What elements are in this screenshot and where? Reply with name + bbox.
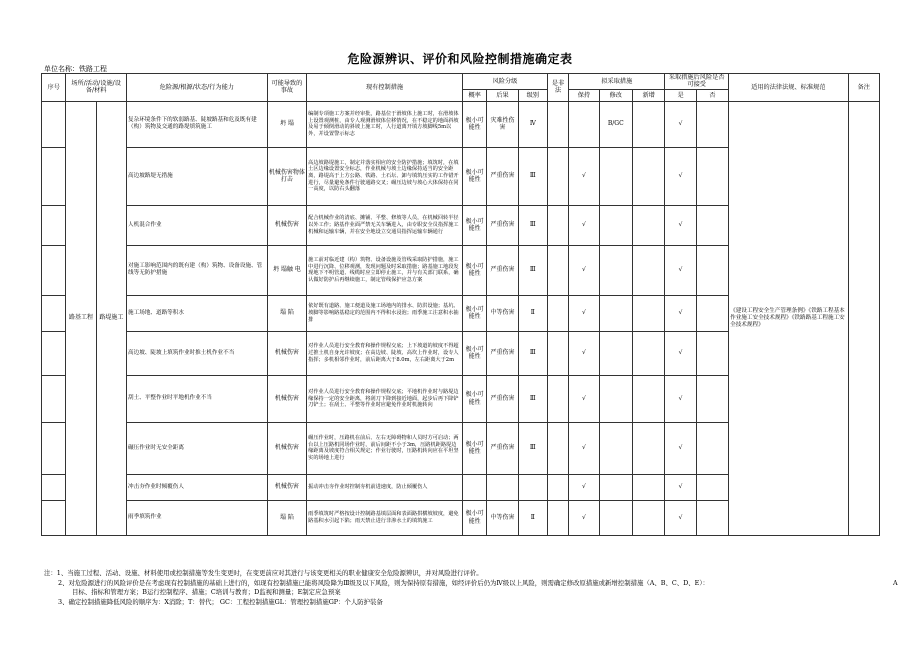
keep-cell: √ xyxy=(569,205,599,245)
header-risk: 风险分级 xyxy=(463,74,548,90)
level-cell: Ⅱ xyxy=(518,500,547,535)
hazard-cell: 对施工影响范围内的既有建（构）筑物、设备设施、管线等无防护措施 xyxy=(127,245,268,295)
hazard-cell: 施工场地、道路等积水 xyxy=(127,295,268,331)
add-cell xyxy=(632,500,664,535)
note-1: 注：1、当施工过程、活动、设施、材料使用或控制措施等发生变更时，在变更前应对其进行与该变更相关的职业健康安全危险源辨识，并对风险进行评价。 xyxy=(44,569,483,577)
header-add: 新增 xyxy=(632,89,664,101)
prob-cell: 极小可能性 xyxy=(463,375,487,422)
note-2-cont: 目标、指标和管理方案；B运行控制程序、措施；C培训与教育；D监视和测量；E制定应急预案 xyxy=(72,588,341,597)
yes-cell: √ xyxy=(665,422,696,474)
controls-cell: 高边坡路堤施工，制定并落实相应的安全防护措施；填筑时，在填土区边缘设置安全标志，作业机械与坡土边缘保持适当的安全距离，路堤高于上方公路、铁路、土石坛、卸与填筑压实的工作错开进行，尽量避免条件行驶通路交叉；碾压边坡与坡心大体保持在同一高度，以防右头翻落 xyxy=(307,147,463,205)
yes-cell: √ xyxy=(665,147,696,205)
header-accident: 可能导致的事故 xyxy=(267,74,306,102)
accident-cell: 机械伤害 xyxy=(267,375,306,422)
prob-cell: 极小可能性 xyxy=(463,101,487,147)
accident-cell: 塌 陷 xyxy=(267,500,306,535)
prob-cell: 极小可能性 xyxy=(463,331,487,375)
keep-cell: √ xyxy=(569,474,599,500)
consequence-cell xyxy=(487,474,518,500)
modify-cell xyxy=(599,474,632,500)
hazard-cell: 冲击夯作业时倾覆伤人 xyxy=(127,474,268,500)
prob-cell: 极小可能性 xyxy=(463,295,487,331)
note-3: 3、确定控制措施降低风险的顺序为：X消除；T：替代； GC：工程控制措施GL：管理控制措施GP：个人防护装备 xyxy=(58,597,383,606)
hazard-cell: 高边坡路堤无措施 xyxy=(127,147,268,205)
yes-cell: √ xyxy=(665,245,696,295)
unit-label: 单位名称：铁路工程 xyxy=(44,65,107,73)
level-cell xyxy=(518,474,547,500)
add-cell xyxy=(632,375,664,422)
consequence-cell: 严重伤害 xyxy=(487,205,518,245)
accident-cell: 坍 塌 xyxy=(267,101,306,147)
note-2: 2、对危险源进行的风险评价是在考虑现有控制措施的基础上进行的，如现有控制措施已能将风险降为Ⅲ级及以下风险，则为保持原有措施，如经评价后仍为Ⅳ级以上风险，则需确定修改原措施或新增控制措施（A、B、C、D、E）： xyxy=(58,578,709,587)
yes-cell: √ xyxy=(665,474,696,500)
consequence-cell: 严重伤害 xyxy=(487,147,518,205)
controls-cell: 配合机械作业的清底、摊铺、平整、修坡等人员，在机械回转半径以外工作；路基作业面严禁无关车辆进入，由专职安全员指挥施工机械和运输车辆，并在安全地设立交通员指挥运输车辆通行 xyxy=(307,205,463,245)
yes-cell: √ xyxy=(665,295,696,331)
add-cell xyxy=(632,331,664,375)
accident-cell: 坍 塌触 电 xyxy=(267,245,306,295)
no-cell xyxy=(696,500,728,535)
no-cell xyxy=(696,205,728,245)
is-not-cell xyxy=(547,101,568,147)
yes-cell: √ xyxy=(665,101,696,147)
controls-cell: 对作业人员进行安全教育和操作规程交底；平地机作业时与路堤边缘保持一定的安全距离，将刮刀下降到接近地面，起步后再下降铲刀铲土；在刮土、平整等作业时应避免作业时机施转向 xyxy=(307,375,463,422)
header-seq: 序号 xyxy=(42,74,66,102)
accident-cell: 机械伤害物体打击 xyxy=(267,147,306,205)
controls-cell: 雨季填筑时严格按设计控制路基填层面和表面路拱横坡坡度，避免路基积水引起下陷；雨天禁止进行非渗水土的填筑施工 xyxy=(307,500,463,535)
row-number xyxy=(42,205,66,245)
no-cell xyxy=(696,245,728,295)
is-not-cell xyxy=(547,375,568,422)
keep-cell: √ xyxy=(569,375,599,422)
is-not-cell xyxy=(547,245,568,295)
header-keep: 保持 xyxy=(569,89,599,101)
row-number xyxy=(42,245,66,295)
no-cell xyxy=(696,422,728,474)
row-number xyxy=(42,500,66,535)
level-cell: Ⅲ xyxy=(518,422,547,474)
keep-cell: √ xyxy=(569,422,599,474)
header-prob: 概率 xyxy=(463,89,487,101)
no-cell xyxy=(696,375,728,422)
modify-cell: B/GC xyxy=(599,101,632,147)
header-is-not: 是非法 xyxy=(547,74,568,102)
consequence-cell: 灾难性伤害 xyxy=(487,101,518,147)
modify-cell xyxy=(599,375,632,422)
hazard-cell: 复杂环境条件下的软弱路基、陡坡路基和危及既有建（构）筑物及交通的路堤填筑施工 xyxy=(127,101,268,147)
controls-cell: 依好既有道路、施工便道及施工场地内的排水、防洪设施；基坑、坡脚等影响路基稳定的范围内不得积水浸泡；雨季施工注意积水抽排 xyxy=(307,295,463,331)
row-number xyxy=(42,375,66,422)
add-cell xyxy=(632,422,664,474)
consequence-cell: 严重伤害 xyxy=(487,245,518,295)
modify-cell xyxy=(599,331,632,375)
controls-cell: 施工前对临近建（构）筑物、设备设施及管线采取防护措施，施工中进行沉降、位移观测，发现问题及时采取措施；路基施工地段发现地下不明管道、线缆时应立即停止施工，并与有关部门联系，确认做好防护后再继续施工，制定管线保护应急方案 xyxy=(307,245,463,295)
keep-cell: √ xyxy=(569,295,599,331)
hazard-cell: 刮土、平整作业时平地机作业不当 xyxy=(127,375,268,422)
header-modify: 修改 xyxy=(599,89,632,101)
yes-cell: √ xyxy=(665,331,696,375)
is-not-cell xyxy=(547,295,568,331)
add-cell xyxy=(632,147,664,205)
accident-cell: 机械伤害 xyxy=(267,474,306,500)
no-cell xyxy=(696,101,728,147)
page-title: 危险源辨识、评价和风险控制措施确定表 xyxy=(347,52,573,66)
add-cell xyxy=(632,474,664,500)
header-consequence: 后果 xyxy=(487,89,518,101)
prob-cell: 极小可能性 xyxy=(463,205,487,245)
no-cell xyxy=(696,474,728,500)
level-cell: Ⅱ xyxy=(518,295,547,331)
modify-cell xyxy=(599,422,632,474)
prob-cell: 极小可能性 xyxy=(463,147,487,205)
consequence-cell: 严重伤害 xyxy=(487,375,518,422)
consequence-cell: 中等伤害 xyxy=(487,500,518,535)
controls-cell: 碾压作业时，压路机在前后、左右无障碍物和人员时方可启动；两台以上压路机同场作业时，前后间距不小于3m，压路机距路堤边缘距离及坡度符合相关规定；作业行驶时，压路机转向应在平坦坚实的场地上进行 xyxy=(307,422,463,474)
header-place: 场所/活动/设施/设备/材料 xyxy=(66,74,127,102)
prob-cell: 极小可能性 xyxy=(463,422,487,474)
accident-cell: 机械伤害 xyxy=(267,422,306,474)
prob-cell: 极小可能性 xyxy=(463,500,487,535)
hazard-cell: 碾压作业时无安全距离 xyxy=(127,422,268,474)
is-not-cell xyxy=(547,331,568,375)
modify-cell xyxy=(599,245,632,295)
add-cell xyxy=(632,295,664,331)
modify-cell xyxy=(599,500,632,535)
consequence-cell: 中等伤害 xyxy=(487,295,518,331)
level-cell: Ⅳ xyxy=(518,101,547,147)
header-no: 否 xyxy=(696,89,728,101)
level-cell: Ⅲ xyxy=(518,245,547,295)
controls-cell: 编制专项施工方案并经审批，路基位于滑坡体上施工时，在滑坡体上设置观测桩，由专人观测滑坡体位移情况，在不稳定的地面斜坡及易于倾倒滑动的斜坡上施工时，人行道离开填方坡脚线5m以外，并设置警示标志 xyxy=(307,101,463,147)
yes-cell: √ xyxy=(665,500,696,535)
prob-cell: 极小可能性 xyxy=(463,245,487,295)
edge-mark: A xyxy=(893,579,898,587)
yes-cell: √ xyxy=(665,375,696,422)
hazard-cell: 高边坡、陡坡上填筑作业时推土机作业不当 xyxy=(127,331,268,375)
level-cell: Ⅲ xyxy=(518,205,547,245)
accident-cell: 机械伤害 xyxy=(267,331,306,375)
footnotes xyxy=(44,569,894,607)
keep-cell: √ xyxy=(569,245,599,295)
accident-cell: 塌 陷 xyxy=(267,295,306,331)
prob-cell xyxy=(463,474,487,500)
consequence-cell: 严重伤害 xyxy=(487,331,518,375)
consequence-cell: 严重伤害 xyxy=(487,422,518,474)
hazard-cell: 雨季填筑作业 xyxy=(127,500,268,535)
group-place: 路基工程 xyxy=(66,101,96,535)
header-hazard: 危险源/根源/状态/行为能力 xyxy=(127,74,268,102)
laws-cell: 《建设工程安全生产管理条例》《铁路工程基本作业施工安全技术规程》《铁路路基工程施工安全技术规程》 xyxy=(729,101,848,535)
row-number xyxy=(42,331,66,375)
no-cell xyxy=(696,331,728,375)
is-not-cell xyxy=(547,422,568,474)
header-planned: 拟采取措施 xyxy=(569,74,665,90)
keep-cell: √ xyxy=(569,500,599,535)
modify-cell xyxy=(599,295,632,331)
is-not-cell xyxy=(547,147,568,205)
row-number xyxy=(42,295,66,331)
row-number xyxy=(42,147,66,205)
yes-cell: √ xyxy=(665,205,696,245)
is-not-cell xyxy=(547,500,568,535)
header-post-check: 采取措施后风险是否可接受 xyxy=(665,74,729,90)
keep-cell xyxy=(569,101,599,147)
row-number xyxy=(42,474,66,500)
modify-cell xyxy=(599,147,632,205)
keep-cell: √ xyxy=(569,331,599,375)
controls-cell: 对作业人员进行安全教育和操作规程交底；上下坡道的坡度不得超过推土机自身允许坡度；在高边坡、陡坡、高坎上作业时，设专人指挥；多机相邻作业时，前后距离大于8.0m，左右距离大于2m xyxy=(307,331,463,375)
is-not-cell xyxy=(547,205,568,245)
keep-cell: √ xyxy=(569,147,599,205)
hazard-cell: 人机混合作业 xyxy=(127,205,268,245)
level-cell: Ⅲ xyxy=(518,375,547,422)
add-cell xyxy=(632,101,664,147)
add-cell xyxy=(632,205,664,245)
header-remark: 备注 xyxy=(848,74,879,102)
header-level: 级别 xyxy=(518,89,547,101)
table-row xyxy=(42,101,880,147)
no-cell xyxy=(696,295,728,331)
add-cell xyxy=(632,245,664,295)
remark-cell xyxy=(848,101,879,535)
header-controls: 现有控制措施 xyxy=(307,74,463,102)
group-activity: 路堤施工 xyxy=(96,101,126,535)
level-cell: Ⅲ xyxy=(518,331,547,375)
accident-cell: 机械伤害 xyxy=(267,205,306,245)
row-number xyxy=(42,422,66,474)
hazard-table xyxy=(41,73,880,536)
modify-cell xyxy=(599,205,632,245)
is-not-cell xyxy=(547,474,568,500)
level-cell: Ⅲ xyxy=(518,147,547,205)
header-laws: 适用的法律法规、标准规范 xyxy=(729,74,848,102)
controls-cell: 振动冲击夯作业时控制夯机前进速度，防止倾覆伤人 xyxy=(307,474,463,500)
header-yes: 是 xyxy=(665,89,696,101)
row-number xyxy=(42,101,66,147)
no-cell xyxy=(696,147,728,205)
